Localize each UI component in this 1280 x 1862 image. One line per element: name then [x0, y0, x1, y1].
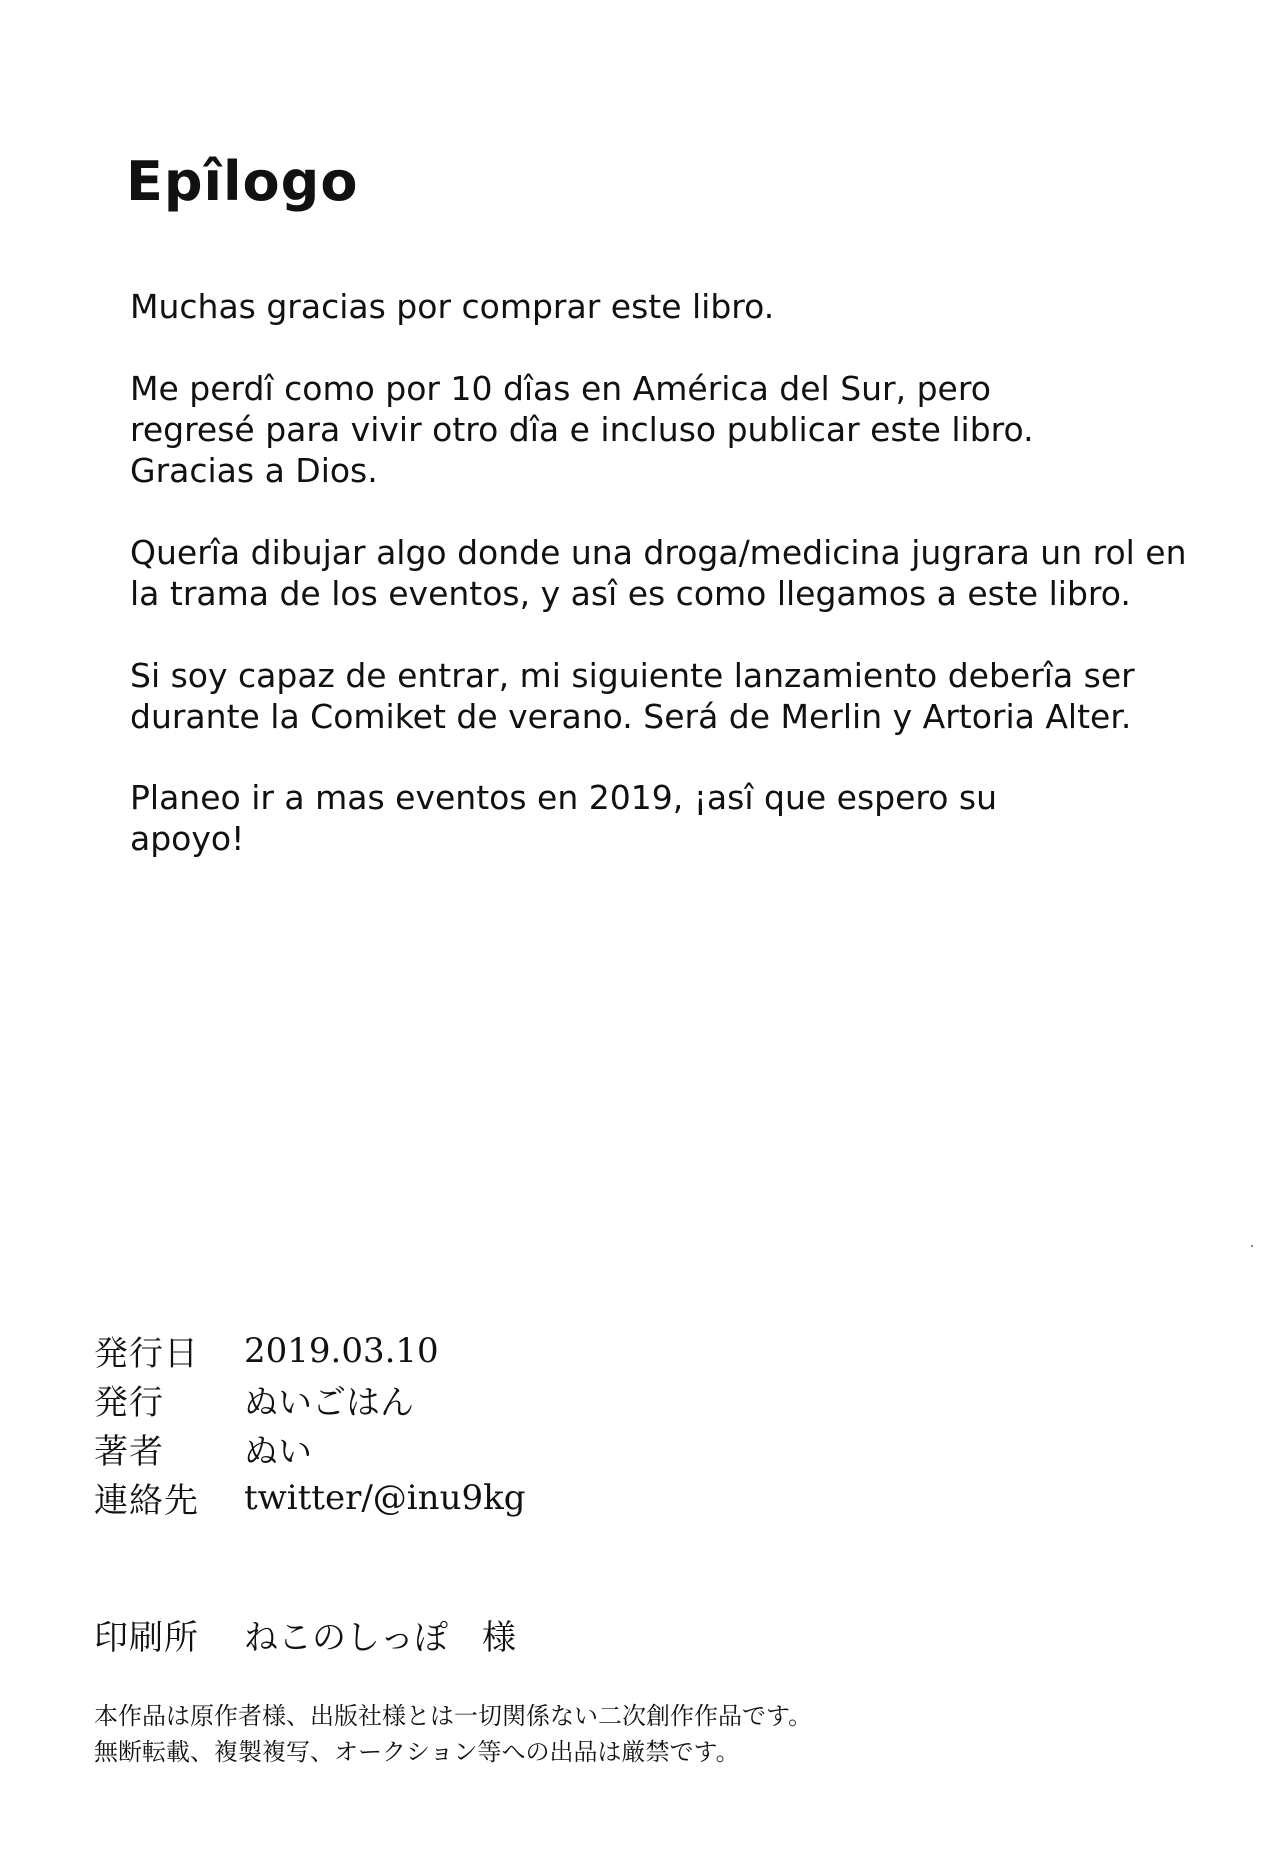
colophon-value: ぬい	[244, 1432, 312, 1472]
epilogue-paragraph-3	[130, 532, 1210, 614]
notice-line: 本作品は原作者様、出版社様とは一切関係ない二次創作作品です。	[94, 1702, 813, 1730]
colophon-row-publish-date	[94, 1326, 525, 1375]
epilogue-paragraph-2	[130, 368, 1210, 491]
colophon-value: ねこのしっぽ 様	[244, 1618, 516, 1658]
notice-line: 無断転載、複製複写、オークション等への出品は厳禁です。	[94, 1738, 740, 1766]
paragraph-line: durante la Comiket de verano. Será de Merlin y Artoria Alter.	[130, 697, 1132, 736]
colophon-value: 2019.03.10	[244, 1330, 439, 1371]
colophon-label: 印刷所	[94, 1618, 199, 1658]
copyright-notice	[94, 1698, 812, 1770]
paragraph-line: la trama de los eventos, y asî es como llegamos a este libro.	[130, 574, 1131, 613]
colophon-row-contact	[94, 1473, 525, 1522]
epilogue-paragraph-1	[130, 286, 1210, 327]
epilogue-paragraph-5	[130, 777, 1210, 859]
paragraph-line: regresé para vivir otro dîa e incluso publicar este libro.	[130, 410, 1034, 449]
paragraph-line: Muchas gracias por comprar este libro.	[130, 287, 775, 326]
colophon-block	[94, 1326, 525, 1522]
colophon-row-author	[94, 1424, 525, 1473]
colophon-label: 発行日	[94, 1334, 199, 1374]
colophon-label: 発行	[94, 1383, 164, 1423]
colophon-value: twitter/@inu9kg	[244, 1477, 526, 1518]
paragraph-line: Si soy capaz de entrar, mi siguiente lanzamiento deberîa ser	[130, 656, 1135, 695]
colophon-value: ぬいごはん	[244, 1383, 414, 1423]
colophon-row-printer	[94, 1610, 516, 1659]
scan-speck	[1251, 1245, 1253, 1247]
colophon-row-publisher	[94, 1375, 525, 1424]
paragraph-line: Querîa dibujar algo donde una droga/medicina jugrara un rol en	[130, 533, 1187, 572]
paragraph-line: Me perdî como por 10 dîas en América del Sur, pero	[130, 369, 991, 408]
paragraph-line: apoyo!	[130, 819, 245, 858]
paragraph-line: Planeo ir a mas eventos en 2019, ¡asî que espero su	[130, 778, 998, 817]
paragraph-line: Gracias a Dios.	[130, 451, 378, 490]
colophon-label: 連絡先	[94, 1481, 199, 1521]
epilogue-paragraph-4	[130, 655, 1210, 737]
epilogue-title: Epîlogo	[126, 150, 359, 213]
colophon-label: 著者	[94, 1432, 164, 1472]
